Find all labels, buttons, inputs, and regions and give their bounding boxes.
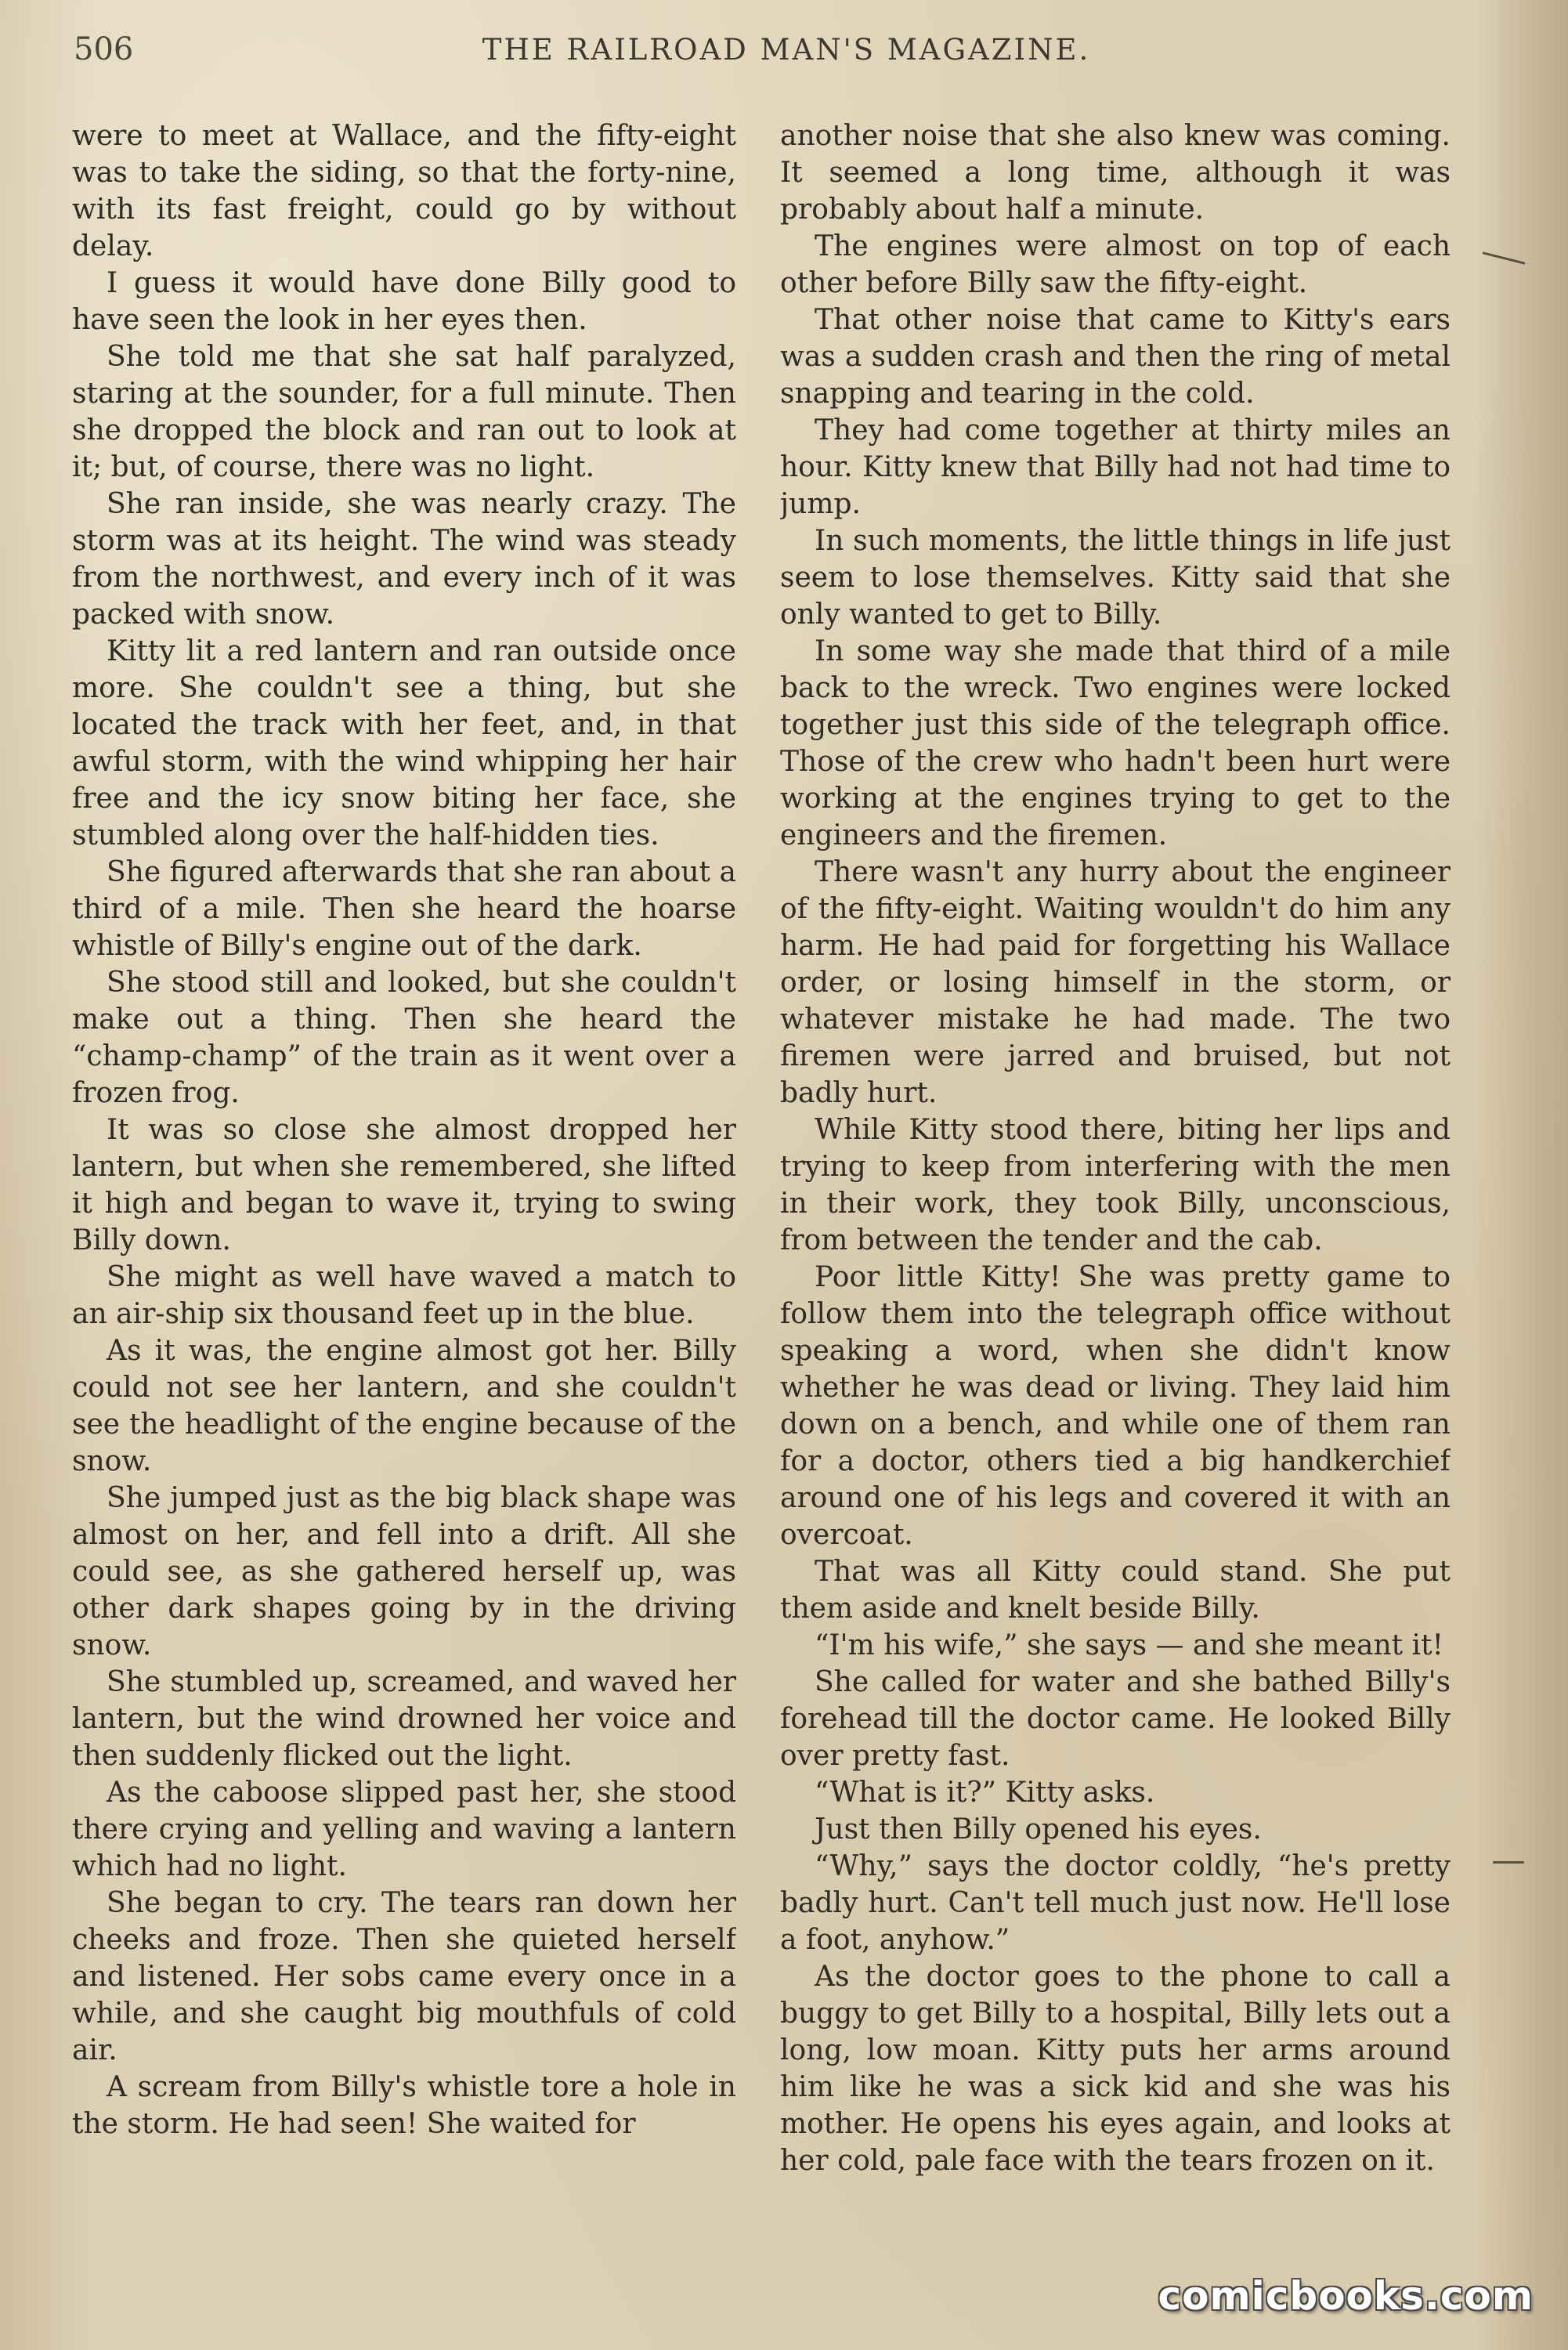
paragraph: She ran inside, she was nearly crazy. The storm was at its height. The wind was steady from the northwest, and every inch of it was packed with snow. [72,488,736,631]
paragraph: As the doctor goes to the phone to call a buggy to get Billy to a hospital, Billy lets out a long, low moan. Kitty puts her arms around him like he was a sick kid and she was his mother. He opens his eyes again, and looks at her cold, pale face with the tears frozen on it. [780,1961,1451,2177]
paragraph: She might as well have waved a match to an air-ship six thousand feet up in the blue. [72,1261,736,1330]
paragraph: A scream from Billy's whistle tore a hole in the storm. He had seen! She waited for [72,2071,736,2140]
paragraph: It was so close she almost dropped her lantern, but when she remembered, she lifted it high and began to wave it, trying to swing Billy down. [72,1114,736,1256]
paragraph: “Why,” says the doctor coldly, “he's pretty badly hurt. Can't tell much just now. He'll lose a foot, anyhow.” [780,1850,1451,1956]
paragraph: I guess it would have done Billy good to have seen the look in her eyes then. [72,267,736,336]
paragraph: She began to cry. The tears ran down her cheeks and froze. Then she quieted herself and listened. Her sobs came every once in a while, and she caught big mouthfuls of cold air. [72,1887,736,2066]
page-number: 506 [74,31,134,67]
right-column [780,118,1451,2232]
watermark-logo: comicbooks.com [1158,2273,1534,2319]
paragraph: another noise that she also knew was coming. It seemed a long time, although it was probably about half a minute. [780,120,1451,226]
paragraph: “What is it?” Kitty asks. [815,1777,1155,1809]
paragraph: That was all Kitty could stand. She put them aside and knelt beside Billy. [780,1556,1451,1625]
running-head-title: THE RAILROAD MAN'S MAGAZINE. [482,33,1091,67]
paragraph: She figured afterwards that she ran about a third of a mile. Then she heard the hoarse whistle of Billy's engine out of the dark. [72,856,736,962]
paragraph: In such moments, the little things in life just seem to lose themselves. Kitty said that she only wanted to get to Billy. [780,525,1451,631]
paragraph: She stumbled up, screamed, and waved her lantern, but the wind drowned her voice and then suddenly flicked out the light. [72,1666,736,1772]
page-header [74,31,1499,78]
paragraph: The engines were almost on top of each other before Billy saw the fifty-eight. [780,230,1451,299]
margin-pencil-mark [1493,1861,1524,1864]
paragraph: As it was, the engine almost got her. Billy could not see her lantern, and she couldn't see the headlight of the engine because of the snow. [72,1335,736,1477]
paragraph: Just then Billy opened his eyes. [815,1813,1262,1846]
paragraph: Kitty lit a red lantern and ran outside once more. She couldn't see a thing, but she located the track with her feet, and, in that awful storm, with the wind whipping her hair free and the icy snow biting her face, she stumbled along over the half-hidden ties. [72,635,736,851]
margin-pencil-mark [1482,251,1525,264]
paragraph: As the caboose slipped past her, she stood there crying and yelling and waving a lantern which had no light. [72,1777,736,1882]
paragraph: She stood still and looked, but she couldn't make out a thing. Then she heard the “champ-champ” of the train as it went over a frozen frog. [72,967,736,1109]
paragraph: While Kitty stood there, biting her lips and trying to keep from interfering with the men in their work, they took Billy, unconscious, from between the tender and the cab. [780,1114,1451,1256]
paragraph: In some way she made that third of a mile back to the wreck. Two engines were locked together just this side of the telegraph office. Those of the crew who hadn't been hurt were working at the engines trying to get to the engineers and the firemen. [780,635,1451,851]
paragraph: were to meet at Wallace, and the fifty-eight was to take the siding, so that the forty-nine, with its fast freight, could go by without delay. [72,120,736,262]
paragraph: They had come together at thirty miles an hour. Kitty knew that Billy had not had time to jump. [780,414,1451,520]
paragraph: She jumped just as the big black shape was almost on her, and fell into a drift. All she could see, as she gathered herself up, was other dark shapes going by in the driving snow. [72,1482,736,1661]
paragraph: That other noise that came to Kitty's ears was a sudden crash and then the ring of metal snapping and tearing in the cold. [780,304,1451,410]
paragraph: She told me that she sat half paralyzed, staring at the sounder, for a full minute. Then she dropped the block and ran out to look at it; but, of course, there was no light. [72,341,736,483]
paragraph: There wasn't any hurry about the engineer of the fifty-eight. Waiting wouldn't do him any harm. He had paid for forgetting his Wallace order, or losing himself in the storm, or whatever mistake he had made. The two firemen were jarred and bruised, but not badly hurt. [780,856,1451,1109]
paragraph: She called for water and she bathed Billy's forehead till the doctor came. He looked Billy over pretty fast. [780,1666,1451,1772]
left-column [72,118,736,2232]
paragraph: “I'm his wife,” she says — and she meant it! [815,1629,1444,1661]
paragraph: Poor little Kitty! She was pretty game to follow them into the telegraph office without speaking a word, when she didn't know whether he was dead or living. They laid him down on a bench, and while one of them ran for a doctor, others tied a big handkerchief around one of his legs and covered it with an overcoat. [780,1261,1451,1551]
